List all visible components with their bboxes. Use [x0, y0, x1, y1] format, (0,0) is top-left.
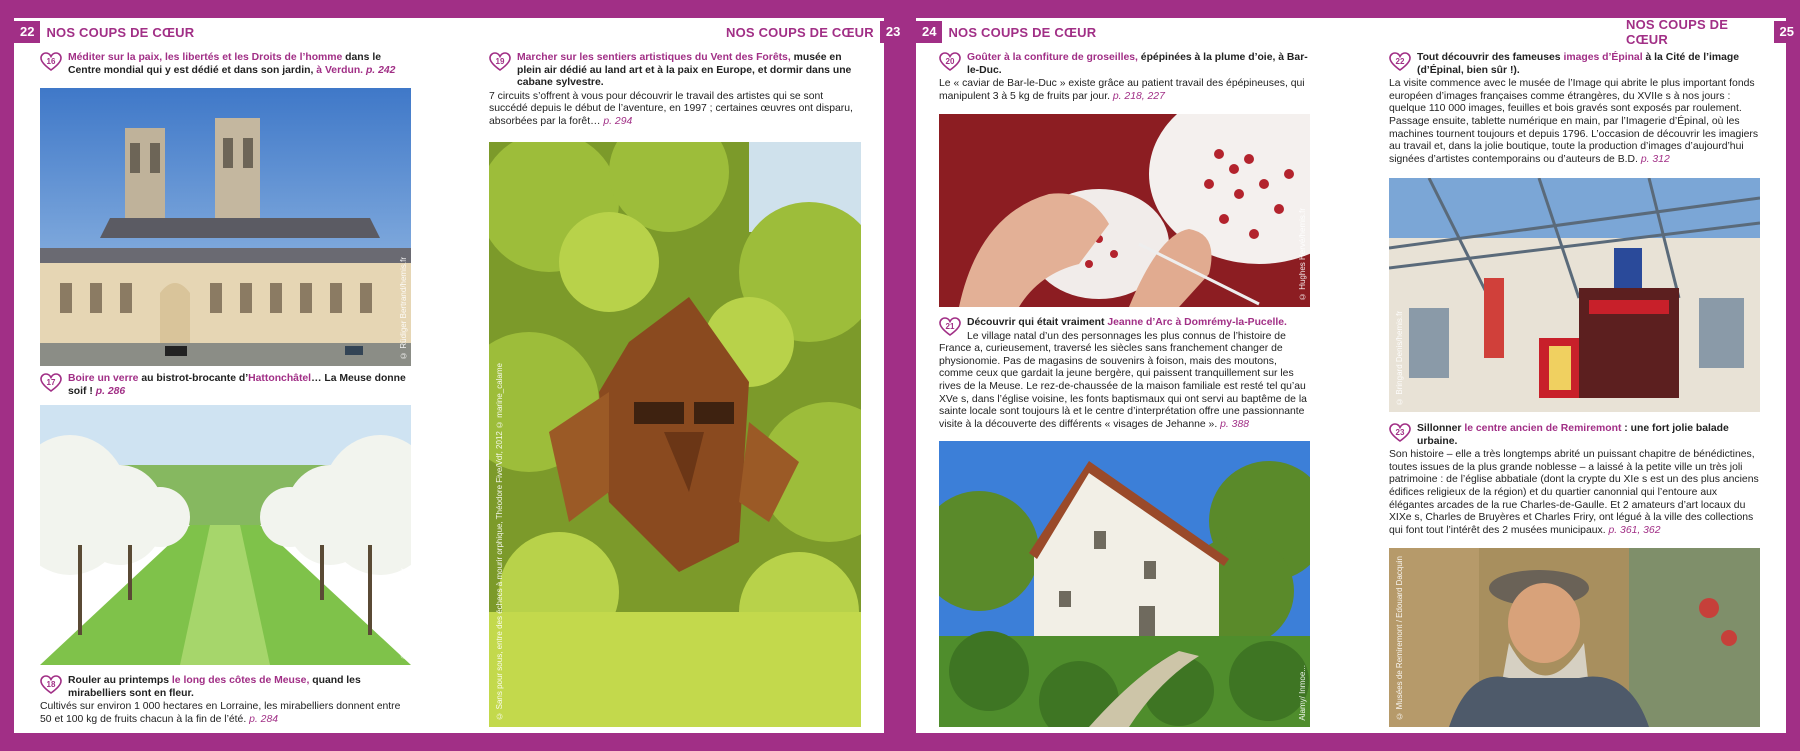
header-page-23: [720, 21, 906, 43]
heart-icon: 19: [489, 52, 511, 72]
entry-21: [939, 317, 1309, 431]
photo-verdun-centre: [40, 88, 411, 366]
entry-body: 7 circuits s’offrent à vous pour découvrir le travail des artistes qui se sont succédé depuis le début de l’aventure, en 1997 ; certaines œuvres ont disparu, absorbées par la forêt… p. 294: [489, 90, 853, 127]
photo-joan-of-arc-house: [939, 441, 1310, 727]
section-title: NOS COUPS DE CŒUR: [726, 24, 874, 40]
header-page-22: [14, 21, 200, 43]
photo-credit: © Rüdiger Bertrand/hemis.fr: [399, 257, 408, 360]
photo-credit: Alamy/ Inmoe...: [1298, 665, 1307, 721]
heart-icon: 20: [939, 52, 961, 72]
entry-heading: 23 Sillonner le centre ancien de Remiremont : une fort jolie balade urbaine.: [1389, 423, 1760, 448]
heart-icon: 18: [40, 675, 62, 695]
entry-heading: 20 Goûter à la confiture de groseilles, épépinées à la plume d’oie, à Bar-le-Duc.: [939, 52, 1309, 77]
page-number: 22: [14, 21, 40, 43]
entry-heading: 17 Boire un verre au bistrot-brocante d’Hattonchâtel… La Meuse donne soif ! p. 286: [40, 373, 410, 398]
section-title: NOS COUPS DE CŒUR: [1626, 17, 1729, 47]
photo-remiremont-painting: [1389, 548, 1760, 727]
section-title: NOS COUPS DE CŒUR: [948, 24, 1097, 40]
heart-icon: 23: [1389, 423, 1411, 443]
page-number: 24: [916, 21, 942, 43]
heart-icon: 22: [1389, 52, 1411, 72]
page-number: 23: [880, 21, 906, 43]
entry-body: Le « caviar de Bar-le-Duc » existe grâce au patient travail des épépineuses, qui manipulent 3 à 5 kg de fruits par jour. p. 218, 227: [939, 78, 1305, 102]
entry-heading: 21 Découvrir qui était vraiment Jeanne d’Arc à Domrémy-la-Pucelle.: [939, 317, 1309, 330]
entry-body: Cultivés sur environ 1 000 hectares en Lorraine, les mirabelliers donnent entre 50 et 100 kg de fruits chacun à la fin de l’été. p. 284: [40, 701, 401, 725]
entry-22: [1389, 52, 1760, 166]
heart-icon: 17: [40, 373, 62, 393]
entry-body: La visite commence avec le musée de l’Image qui abrite le plus important fonds européen d’images françaises comme étrangères, du XVIIe s à nos jours : quelque 110 000 images, feuilles et bois gravés sont exposés par roulement. Passage ensuite, tablette numérique en main, par l’Imagerie d’Épinal, où les machines tournent toujours et depuis 1796. L’occasion de découvrir les imagiers au travail et, dans la jolie boutique, toute la production d’images d’aujourd’hui signées d’artistes contemporains ou d’auteurs de B.D. p. 312: [1389, 78, 1759, 165]
entry-heading: 19 Marcher sur les sentiers artistiques du Vent des Forêts, musée en plein air dédié au land art et à la paix en Europe, et dormir dans une cabane sylvestre.: [489, 52, 861, 90]
heart-icon: 16: [40, 52, 62, 72]
photo-credit: © Musées de Remiremont / Edouard Dacquin: [1395, 556, 1404, 721]
entry-heading: 18 Rouler au printemps le long des côtes de Meuse, quand les mirabelliers sont en fleur.: [40, 675, 410, 700]
entry-19: [489, 52, 861, 129]
header-page-25: [1620, 17, 1800, 47]
header-page-24: [916, 21, 1102, 43]
entry-16: [40, 52, 410, 77]
entry-body: Son histoire – elle a très longtemps abrité un puissant chapitre de bénédictines, toutes issues de la plus grande noblesse – a laissé à la petite ville un très joli patrimoine : de l’église abbatiale (dont la crypte du XIe s est un des plus anciens édifices religieux de la région) et du quartier canonnial qui l’entoure aux élégantes arcades de la rue Charles-de-Gaulle. Et 2 amateurs d’art locaux du XIXe s, Charles de Bruyères et Charles Friry, ont légué à la ville des collections qui font tout l’intérêt des 2 musées municipaux. p. 361, 362: [1389, 449, 1759, 536]
photo-credit: © Bringard Denis/hemis.fr: [1395, 311, 1404, 406]
photo-credit: © Sans pour sous, entre des échecs à mourir orphique, Théodore Five/Vdf, 2012 © marine_calame: [495, 363, 504, 721]
entry-20: [939, 52, 1309, 103]
entry-heading: 22 Tout découvrir des fameuses images d’Épinal à la Cité de l’image (d’Épinal, bien sûr !).: [1389, 52, 1760, 77]
entry-heading: 16 Méditer sur la paix, les libertés et les Droits de l’homme dans le Centre mondial qui y est dédié et dans son jardin, à Verdun. p. 242: [40, 52, 410, 77]
entry-23: [1389, 423, 1760, 537]
photo-currant-seeding: [939, 114, 1310, 307]
photo-land-art-forest: [489, 142, 861, 727]
page-number: 25: [1774, 21, 1800, 43]
entry-17: [40, 373, 410, 398]
photo-imagerie-epinal: [1389, 178, 1760, 412]
section-title: NOS COUPS DE CŒUR: [46, 24, 195, 40]
photo-credit: © Hughes Hervé/hemis.fr: [1298, 207, 1307, 301]
photo-credit: © Barbier Bruno/hemis.fr: [399, 567, 408, 659]
entry-18: [40, 675, 410, 726]
heart-icon: 21: [939, 317, 961, 337]
photo-mirabelle-orchard: [40, 405, 411, 665]
entry-body: Le village natal d’un des personnages les plus connus de l’histoire de France a, curieusement, traversé les siècles sans franchement changer de physionomie. Pas de magasins de souvenirs à foison, mais des moutons, comme ceux que gardait la jeune bergère, qui paissent tranquillement sur les rives de la Meuse. Le rez-de-chaussée de la maison familiale est resté tel qu’au XVe s, dans l’église voisine, les fonts baptismaux qui ont servi au baptême de la sainte locale sont toujours là et le centre d’interprétation offre une passionnante visite à la découverte des différents « visages de Jehanne ». p. 388: [939, 330, 1307, 430]
